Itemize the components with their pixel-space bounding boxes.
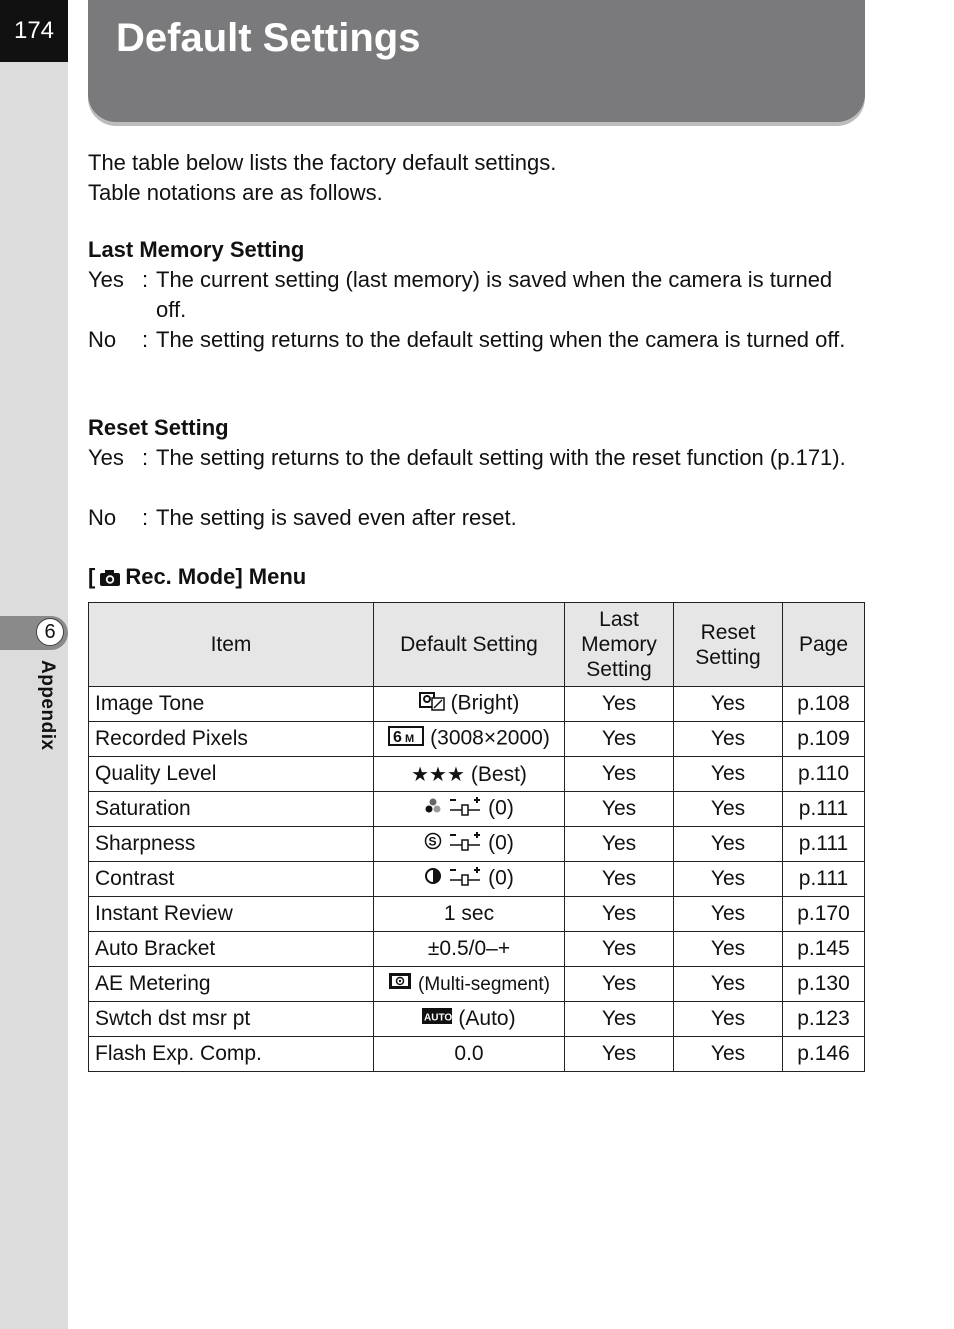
header-page: Page: [783, 603, 865, 687]
cell-page: p.170: [783, 897, 865, 932]
sharpness-icon: [424, 832, 442, 856]
cell-reset: Yes: [674, 687, 783, 722]
table-row: [89, 1037, 865, 1072]
definition-text: The setting returns to the default setting when the camera is turned off.: [156, 327, 846, 352]
cell-reset: Yes: [674, 1002, 783, 1037]
cell-item: Quality Level: [89, 757, 374, 792]
level-scale-icon: [448, 831, 482, 857]
cell-default-value: (0): [488, 831, 514, 855]
table-row: [89, 687, 865, 722]
cell-default: [374, 967, 565, 1002]
cell-default-value: (Best): [470, 762, 527, 786]
definition-key: No: [88, 505, 117, 530]
svg-text:M: M: [405, 733, 415, 745]
cell-default-value: (0): [488, 866, 514, 890]
cell-reset: Yes: [674, 862, 783, 897]
quality-stars-icon: ★★★: [411, 763, 465, 786]
cell-page: p.110: [783, 757, 865, 792]
cell-last-memory: Yes: [565, 792, 674, 827]
definition-key: Yes: [88, 445, 124, 470]
cell-item: Swtch dst msr pt: [89, 1002, 374, 1037]
table-row: [89, 967, 865, 1002]
cell-reset: Yes: [674, 897, 783, 932]
definition-colon: :: [142, 445, 149, 470]
cell-default: 1 sec: [374, 897, 565, 932]
cell-default: [374, 722, 565, 757]
cell-last-memory: Yes: [565, 1037, 674, 1072]
cell-default: ±0.5/0–+: [374, 932, 565, 967]
cell-page: p.111: [783, 827, 865, 862]
cell-item: Instant Review: [89, 897, 374, 932]
definition-colon: :: [142, 327, 149, 352]
cell-default: [374, 687, 565, 722]
menu-heading: [88, 564, 306, 593]
header-item: Item: [89, 603, 374, 687]
cell-page: p.130: [783, 967, 865, 1002]
chapter-number: 6: [36, 618, 64, 646]
cell-last-memory: Yes: [565, 722, 674, 757]
page-title: Default Settings: [116, 16, 421, 60]
page-number: 174: [0, 0, 68, 62]
table-row: [89, 862, 865, 897]
cell-default: [374, 1002, 565, 1037]
cell-reset: Yes: [674, 792, 783, 827]
cell-default: [374, 792, 565, 827]
cell-page: p.108: [783, 687, 865, 722]
svg-text:AUTO: AUTO: [424, 1012, 453, 1024]
cell-page: p.123: [783, 1002, 865, 1037]
cell-item: Contrast: [89, 862, 374, 897]
6m-pixels-icon: [388, 726, 424, 752]
cell-page: p.111: [783, 792, 865, 827]
intro-line-2: Table notations are as follows.: [88, 180, 383, 205]
contrast-icon: [424, 867, 442, 891]
cell-reset: Yes: [674, 757, 783, 792]
auto-af-icon: [422, 1007, 452, 1031]
camera-icon: [99, 567, 121, 593]
cell-last-memory: Yes: [565, 897, 674, 932]
table-row: [89, 932, 865, 967]
cell-default: 0.0: [374, 1037, 565, 1072]
intro-line-1: The table below lists the factory default settings.: [88, 150, 557, 175]
level-scale-icon: [448, 796, 482, 822]
definition-key: No: [88, 327, 117, 352]
reset-heading: Reset Setting: [88, 415, 229, 440]
cell-item: AE Metering: [89, 967, 374, 1002]
level-scale-icon: [448, 866, 482, 892]
header-last-memory: Last Memory Setting: [565, 603, 674, 687]
multi-segment-metering-icon: [388, 972, 412, 996]
cell-item: Flash Exp. Comp.: [89, 1037, 374, 1072]
default-settings-table: [88, 602, 865, 1072]
cell-last-memory: Yes: [565, 757, 674, 792]
definition-text: The current setting (last memory) is saved when the camera is turned off.: [156, 267, 833, 322]
cell-last-memory: Yes: [565, 967, 674, 1002]
header-default-setting: Default Setting: [374, 603, 565, 687]
svg-text:6: 6: [393, 729, 403, 746]
cell-default-value: (Auto): [458, 1006, 516, 1030]
cell-default: [374, 827, 565, 862]
image-tone-bright-icon: [419, 691, 445, 717]
cell-default: [374, 862, 565, 897]
cell-default-value: (Bright): [450, 691, 520, 715]
table-row: [89, 827, 865, 862]
definition-text: The setting is saved even after reset.: [156, 505, 517, 530]
cell-default-value: (0): [488, 796, 514, 820]
table-row: [89, 757, 865, 792]
menu-open-bracket: [: [88, 564, 96, 589]
header-reset-setting: Reset Setting: [674, 603, 783, 687]
chapter-label: Appendix: [37, 660, 58, 751]
cell-last-memory: Yes: [565, 687, 674, 722]
table-row: [89, 722, 865, 757]
cell-default-value: (3008×2000): [430, 726, 550, 750]
definition-colon: :: [142, 267, 149, 292]
menu-label: Rec. Mode] Menu: [125, 564, 307, 589]
cell-reset: Yes: [674, 1037, 783, 1072]
cell-last-memory: Yes: [565, 827, 674, 862]
svg-text:S: S: [428, 834, 437, 849]
cell-default: [374, 757, 565, 792]
definition-text: The setting returns to the default setting with the reset function (p.171).: [156, 445, 846, 470]
cell-page: p.145: [783, 932, 865, 967]
last-memory-heading: Last Memory Setting: [88, 237, 305, 262]
cell-reset: Yes: [674, 932, 783, 967]
table-header-row: [89, 603, 865, 687]
definition-key: Yes: [88, 267, 124, 292]
cell-page: p.146: [783, 1037, 865, 1072]
cell-item: Saturation: [89, 792, 374, 827]
cell-reset: Yes: [674, 967, 783, 1002]
cell-page: p.111: [783, 862, 865, 897]
table-row: [89, 792, 865, 827]
saturation-icon: [424, 797, 442, 821]
cell-last-memory: Yes: [565, 932, 674, 967]
table-row: [89, 897, 865, 932]
cell-last-memory: Yes: [565, 862, 674, 897]
cell-reset: Yes: [674, 827, 783, 862]
cell-page: p.109: [783, 722, 865, 757]
cell-last-memory: Yes: [565, 1002, 674, 1037]
cell-item: Image Tone: [89, 687, 374, 722]
cell-item: Auto Bracket: [89, 932, 374, 967]
cell-reset: Yes: [674, 722, 783, 757]
table-row: [89, 1002, 865, 1037]
definition-colon: :: [142, 505, 149, 530]
cell-item: Recorded Pixels: [89, 722, 374, 757]
cell-item: Sharpness: [89, 827, 374, 862]
cell-default-value: (Multi-segment): [418, 973, 550, 995]
